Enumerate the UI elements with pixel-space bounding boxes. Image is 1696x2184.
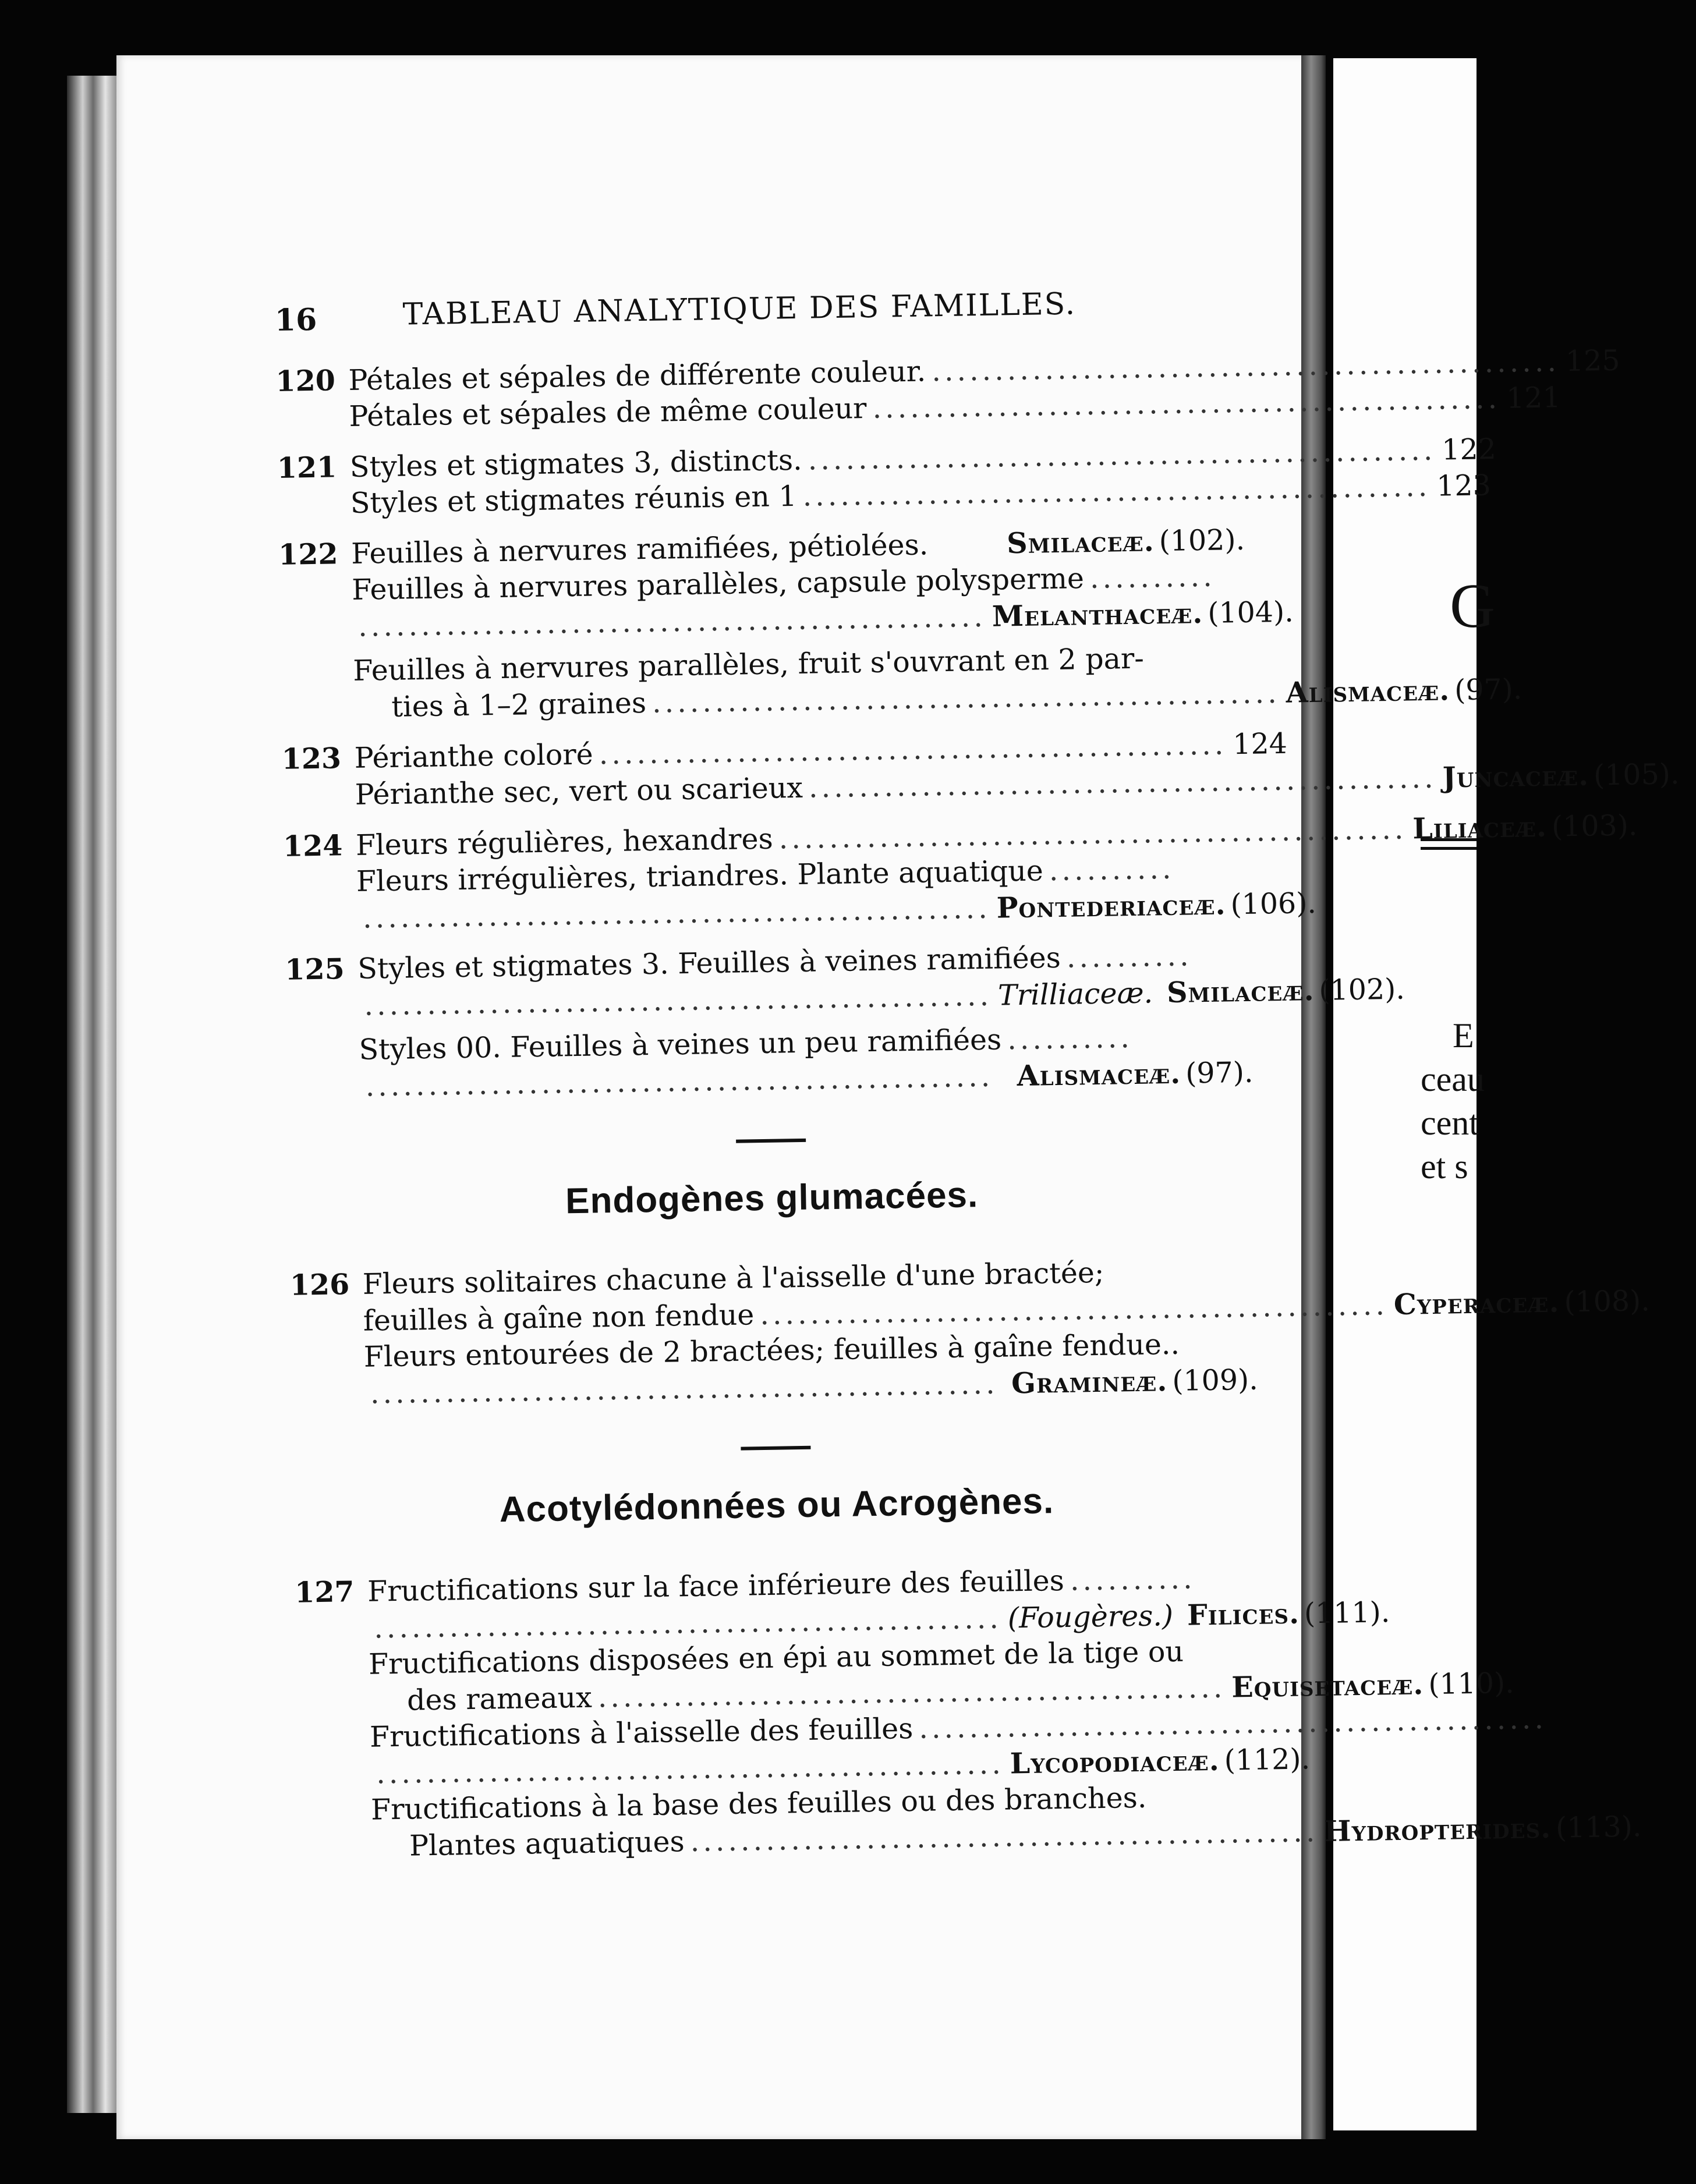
key-entry-124 <box>282 809 1638 938</box>
leader-dots: .......... <box>1007 1020 1134 1056</box>
entry-text: Fructifications à la base des feuilles ou des branches. <box>370 1781 1147 1827</box>
key-entry-123 <box>281 726 1680 814</box>
entry-text: des rameaux <box>406 1680 593 1717</box>
entry-text: Fructifications disposées en épi au sommet de la tige ou <box>368 1635 1184 1681</box>
leader-dots: .................................................. <box>778 812 1407 856</box>
page-number: 16 <box>274 302 317 338</box>
entry-ref: 124 <box>1232 726 1288 761</box>
entry-ref: (97). <box>1454 672 1522 707</box>
key-entry-127 <box>294 1559 1642 1866</box>
leader-dots: .................................................. <box>363 978 993 1022</box>
entry-ref: (105). <box>1593 757 1680 792</box>
entry-text: Feuilles à nervures ramifiées, pétiolées. <box>350 528 929 570</box>
family-name: Hydropterides. <box>1323 1810 1552 1848</box>
key-entry-126 <box>289 1252 1651 1413</box>
leader-dots <box>934 553 1001 554</box>
family-name: Melanthaceæ. <box>992 596 1203 633</box>
family-name: Pontederiaceæ. <box>996 887 1227 925</box>
entry-ref: 123 <box>1436 469 1492 503</box>
leader-dots: .................................................. <box>652 676 1281 719</box>
leader-dots: .................................................. <box>370 1367 999 1410</box>
entry-number: 126 <box>289 1267 350 1302</box>
family-name: Cyperaceæ. <box>1393 1285 1560 1322</box>
leader-dots: .................................................. <box>802 469 1431 513</box>
key-entry-121 <box>277 432 1497 523</box>
running-head <box>274 235 1241 349</box>
family-name: Alismaceæ. <box>1017 1056 1181 1093</box>
entry-number: 127 <box>294 1575 355 1609</box>
entry-ref: (103). <box>1551 809 1638 843</box>
leader-dots: .................................................. <box>872 381 1501 425</box>
leader-dots: .................................................. <box>376 1747 1005 1791</box>
facing-page-fragment: cent <box>1421 1104 1479 1142</box>
common-name: (Fougères.) <box>1007 1599 1174 1635</box>
entry-ref: (106). <box>1230 887 1317 921</box>
leader-dots: .................................................. <box>373 1601 1003 1645</box>
entry-ref: (97). <box>1185 1055 1254 1090</box>
family-name: Alismaceæ. <box>1286 673 1450 710</box>
entry-text: Styles et stigmates réunis en 1 <box>350 479 798 520</box>
entry-text: Fructifications à l'aisselle des feuilles <box>369 1712 913 1754</box>
leader-dots: .................................................. <box>808 761 1437 804</box>
family-name: Smilaceæ. <box>1006 524 1155 561</box>
entry-number: 122 <box>278 537 338 572</box>
entry-text: Plantes aquatiques <box>409 1825 685 1863</box>
entry-text: Périanthe coloré <box>354 738 594 775</box>
leader-dots: .................................................. <box>918 1701 1548 1745</box>
family-name: Equisetaceæ. <box>1231 1667 1424 1704</box>
leader-dots: .................................................. <box>597 1671 1226 1714</box>
entry-ref: 125 <box>1565 343 1620 378</box>
entry-number: 125 <box>284 952 345 987</box>
leader-dots: .................................................. <box>931 345 1560 388</box>
entry-ref: (104). <box>1207 595 1294 630</box>
key-entry-122 <box>278 522 1522 727</box>
family-name: Smilaceæ. <box>1166 973 1315 1010</box>
entry-text: feuilles à gaîne non fendue <box>363 1298 755 1338</box>
entry-ref: 122 <box>1441 432 1497 467</box>
section-title: Acotylédonnées ou Acrogènes. <box>499 1481 1054 1530</box>
entry-ref: (113). <box>1555 1810 1642 1845</box>
entry-number: 123 <box>281 741 342 776</box>
leader-dots: .......... <box>1089 559 1216 595</box>
entry-ref: (109). <box>1171 1363 1259 1398</box>
facing-page-fragment: et s <box>1421 1147 1468 1186</box>
leader-dots: .......... <box>1049 852 1175 888</box>
section-rule <box>736 1139 806 1143</box>
leader-dots: .......... <box>1070 1562 1196 1597</box>
entry-text: Pétales et sépales de différente couleur. <box>348 354 926 398</box>
leader-dots: .................................................. <box>362 891 992 935</box>
entry-text: Fructifications sur la face inférieure des feuilles <box>367 1563 1065 1608</box>
entry-text: Fleurs solitaires chacune à l'aisselle d'une bractée; <box>362 1256 1104 1301</box>
facing-page-fragment: E <box>1453 1016 1474 1055</box>
entry-ref: (112). <box>1224 1742 1311 1777</box>
entry-ref: (111). <box>1304 1596 1390 1630</box>
entry-ref: (102). <box>1159 523 1245 558</box>
entry-ref: 121 <box>1506 381 1562 415</box>
entry-text: ties à 1–2 graines <box>391 686 647 724</box>
entry-text: Fleurs régulières, hexandres <box>355 822 774 862</box>
entry-text: Styles et stigmates 3. Feuilles à veines ramifiées <box>357 941 1061 985</box>
facing-page-fragment: ceau <box>1421 1060 1485 1098</box>
entry-text: Fleurs entourées de 2 bractées; feuilles à gaîne fendue.. <box>363 1327 1180 1374</box>
entry-ref: (102). <box>1319 972 1405 1007</box>
entry-text: Feuilles à nervures parallèles, capsule polysperme <box>351 562 1085 607</box>
entry-text: Fleurs irrégulières, triandres. Plante aquatique <box>356 854 1044 898</box>
family-name: Juncaceæ. <box>1442 758 1589 795</box>
entry-ref: (110). <box>1428 1666 1515 1701</box>
section-title: Endogènes glumacées. <box>565 1175 979 1222</box>
entry-text: Styles 00. Feuilles à veines un peu ramifiées <box>359 1023 1002 1066</box>
leader-dots: .................................................. <box>599 728 1227 771</box>
facing-page-letter: G <box>1450 572 1495 641</box>
entry-text: Feuilles à nervures parallèles, fruit s'ouvrant en 2 par- <box>352 641 1145 687</box>
tribe-name: Trilliaceæ. <box>997 976 1153 1012</box>
family-name: Liliaceæ. <box>1412 809 1548 846</box>
entry-number: 120 <box>275 363 336 398</box>
leader-dots: .................................................. <box>759 1288 1389 1332</box>
key-entry-125 <box>284 937 1405 1106</box>
entry-text: Styles et stigmates 3, distincts. <box>349 443 803 484</box>
entry-number: 124 <box>282 828 343 863</box>
family-name: Gramineæ. <box>1011 1364 1168 1401</box>
family-name: Filices. <box>1187 1596 1300 1632</box>
entry-number: 121 <box>277 450 337 485</box>
entry-ref: (108). <box>1564 1284 1651 1319</box>
running-title: TABLEAU ANALYTIQUE DES FAMILLES. <box>402 286 1077 332</box>
section-rule <box>741 1446 810 1451</box>
leader-dots: .......... <box>1066 939 1192 974</box>
leader-dots: .................................................. <box>808 433 1436 477</box>
leader-dots: .................................................. <box>365 1059 994 1103</box>
key-entry-120 <box>275 343 1620 436</box>
family-name: Lycopodiaceæ. <box>1010 1743 1220 1781</box>
leader-dots: .................................................. <box>690 1815 1319 1859</box>
entry-text: Pétales et sépales de même couleur <box>349 392 867 433</box>
leader-dots: .................................................. <box>357 600 987 643</box>
entry-text: Périanthe sec, vert ou scarieux <box>355 771 803 811</box>
